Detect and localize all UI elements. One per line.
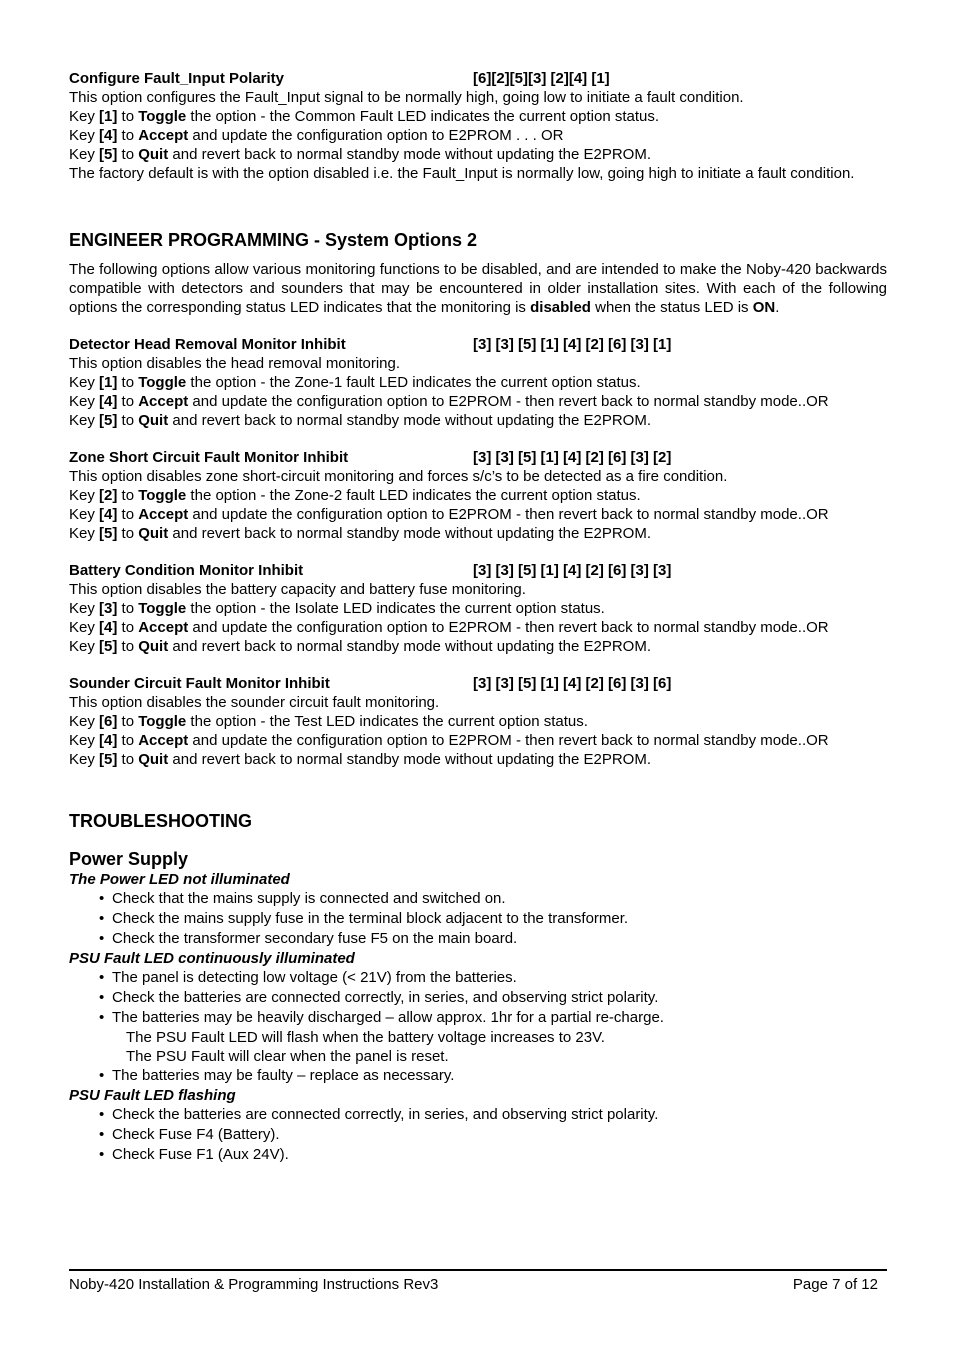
key-toggle-line: Key [1] to Toggle the option - the Common Fault LED indicates the current option status. xyxy=(69,108,660,125)
option-key-sequence: [6][2][5][3] [2][4] [1] xyxy=(473,70,610,87)
option-title: Battery Condition Monitor Inhibit xyxy=(69,562,304,579)
section-heading-troubleshooting: TROUBLESHOOTING xyxy=(69,811,252,831)
key-quit-line: Key [5] to Quit and revert back to normal standby mode without updating the E2PROM. xyxy=(69,412,651,429)
option-header xyxy=(69,674,887,693)
option-description: This option disables the battery capacity and battery fuse monitoring. xyxy=(69,581,526,598)
option-key-sequence: [3] [3] [5] [1] [4] [2] [6] [3] [3] xyxy=(473,562,672,579)
option-description: This option configures the Fault_Input signal to be normally high, going low to initiate a fault condition. xyxy=(69,89,744,106)
list-item: • Check the batteries are connected correctly, in series, and observing strict polarity. xyxy=(69,988,887,1008)
list-item-continuation: The PSU Fault LED will flash when the battery voltage increases to 23V. xyxy=(126,1029,605,1046)
section-heading-system-options-2: ENGINEER PROGRAMMING - System Options 2 xyxy=(69,230,478,250)
key-accept-line: Key [4] to Accept and update the configuration option to E2PROM - then revert back to normal standby mode..OR xyxy=(69,506,829,523)
page-footer xyxy=(69,1269,887,1294)
footer-document-title: Noby-420 Installation & Programming Instructions Rev3 xyxy=(69,1276,439,1293)
option-key-sequence: [3] [3] [5] [1] [4] [2] [6] [3] [1] xyxy=(473,336,672,353)
factory-default-note: The factory default is with the option disabled i.e. the Fault_Input is normally low, going high to initiate a fault condition. xyxy=(69,165,855,182)
option-block xyxy=(69,448,887,543)
page-content xyxy=(69,69,887,1165)
option-block xyxy=(69,335,887,430)
key-toggle-line: Key [1] to Toggle the option - the Zone-1 fault LED indicates the current option status. xyxy=(69,374,641,391)
list-item: • Check the mains supply fuse in the terminal block adjacent to the transformer. xyxy=(69,909,887,929)
key-accept-line: Key [4] to Accept and update the configuration option to E2PROM - then revert back to normal standby mode..OR xyxy=(69,619,829,636)
option-block xyxy=(69,561,887,656)
option-block xyxy=(69,674,887,769)
key-quit-line: Key [5] to Quit and revert back to normal standby mode without updating the E2PROM. xyxy=(69,751,651,768)
option-description: This option disables the sounder circuit fault monitoring. xyxy=(69,694,440,711)
option-title: Zone Short Circuit Fault Monitor Inhibit xyxy=(69,449,349,466)
list-item-continuation: The PSU Fault will clear when the panel is reset. xyxy=(126,1048,449,1065)
key-toggle-line: Key [2] to Toggle the option - the Zone-2 fault LED indicates the current option status. xyxy=(69,487,641,504)
option-header xyxy=(69,335,887,354)
fault-heading-psu-continuous: PSU Fault LED continuously illuminated xyxy=(69,950,355,967)
key-quit-line: Key [5] to Quit and revert back to normal standby mode without updating the E2PROM. xyxy=(69,146,651,163)
list-item: • Check Fuse F1 (Aux 24V). xyxy=(69,1145,887,1165)
option-description: This option disables zone short-circuit monitoring and forces s/c’s to be detected as a fire condition. xyxy=(69,468,728,485)
list-item: • The batteries may be heavily discharged – allow approx. 1hr for a partial re-charge. xyxy=(69,1008,887,1028)
system-options-intro: The following options allow various monitoring functions to be disabled, and are intended to make the Noby-420 backwards compatible with detectors and sounders that may be encountered in older installation sites. With each of the following options the corresponding status LED indicates that the monitoring is disabled when the status LED is ON. xyxy=(69,261,887,316)
option-title: Detector Head Removal Monitor Inhibit xyxy=(69,336,346,353)
checklist-psu-flashing xyxy=(69,1105,887,1165)
list-item: • Check that the mains supply is connected and switched on. xyxy=(69,889,887,909)
list-item: • The batteries may be faulty – replace as necessary. xyxy=(69,1066,887,1086)
key-toggle-line: Key [6] to Toggle the option - the Test LED indicates the current option status. xyxy=(69,713,588,730)
option-header xyxy=(69,561,887,580)
list-item: • Check the transformer secondary fuse F5 on the main board. xyxy=(69,929,887,949)
checklist-psu-continuous-last xyxy=(69,1066,887,1086)
checklist-power-led xyxy=(69,889,887,949)
list-item: • Check Fuse F4 (Battery). xyxy=(69,1125,887,1145)
option-title: Sounder Circuit Fault Monitor Inhibit xyxy=(69,675,330,692)
fault-heading-power-led: The Power LED not illuminated xyxy=(69,871,290,888)
option-title: Configure Fault_Input Polarity xyxy=(69,70,285,87)
option-description: This option disables the head removal monitoring. xyxy=(69,355,401,372)
subheading-power-supply: Power Supply xyxy=(69,849,189,869)
option-key-sequence: [3] [3] [5] [1] [4] [2] [6] [3] [2] xyxy=(473,449,672,466)
list-item: • The panel is detecting low voltage (< 21V) from the batteries. xyxy=(69,968,887,988)
key-accept-line: Key [4] to Accept and update the configuration option to E2PROM - then revert back to normal standby mode..OR xyxy=(69,732,829,749)
key-toggle-line: Key [3] to Toggle the option - the Isolate LED indicates the current option status. xyxy=(69,600,605,617)
option-header-fault-input xyxy=(69,69,887,88)
fault-heading-psu-flashing: PSU Fault LED flashing xyxy=(69,1087,236,1104)
key-accept-line: Key [4] to Accept and update the configuration option to E2PROM - then revert back to normal standby mode..OR xyxy=(69,393,829,410)
list-item: • Check the batteries are connected correctly, in series, and observing strict polarity. xyxy=(69,1105,887,1125)
key-accept-line: Key [4] to Accept and update the configuration option to E2PROM . . . OR xyxy=(69,127,564,144)
footer-page-number: Page 7 of 12 xyxy=(792,1276,878,1293)
key-quit-line: Key [5] to Quit and revert back to normal standby mode without updating the E2PROM. xyxy=(69,638,651,655)
checklist-psu-continuous xyxy=(69,968,887,1028)
option-key-sequence: [3] [3] [5] [1] [4] [2] [6] [3] [6] xyxy=(473,675,672,692)
option-header xyxy=(69,448,887,467)
key-quit-line: Key [5] to Quit and revert back to normal standby mode without updating the E2PROM. xyxy=(69,525,651,542)
